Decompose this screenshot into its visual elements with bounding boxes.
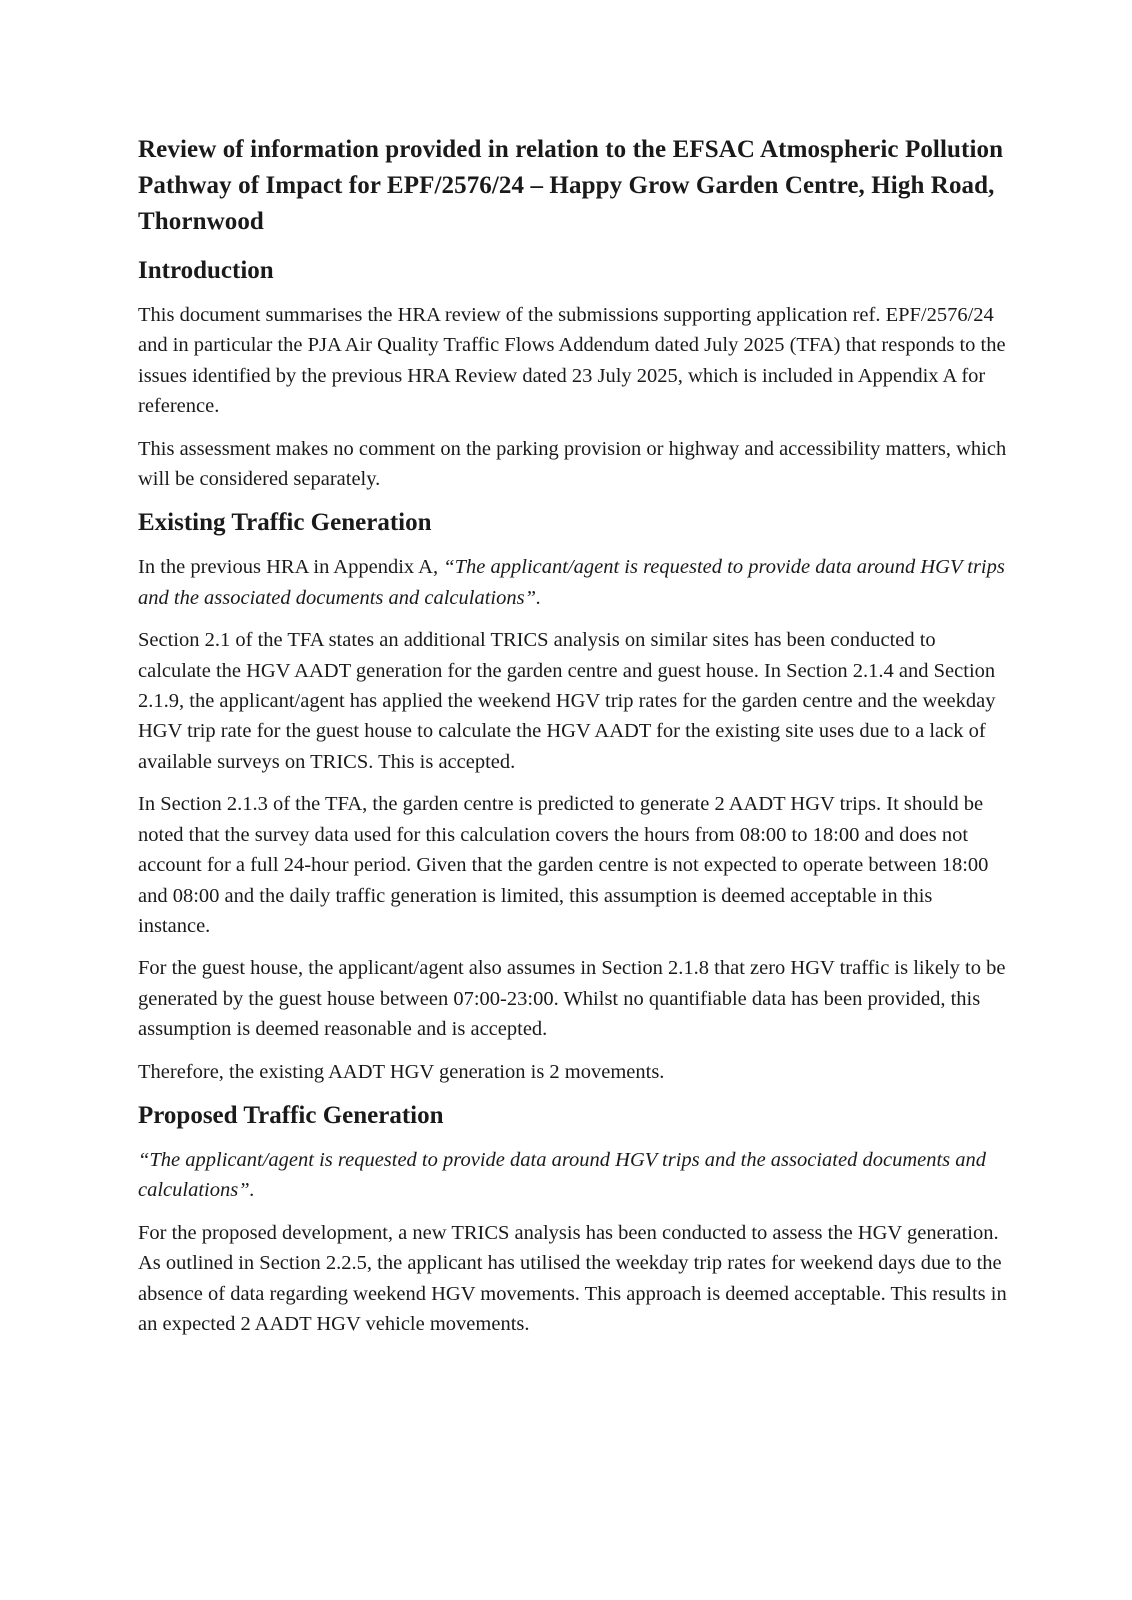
section-heading-proposed-traffic: Proposed Traffic Generation bbox=[138, 1101, 444, 1129]
existing-paragraph-1-lead: In the previous HRA in Appendix A, bbox=[138, 556, 444, 579]
existing-paragraph-2: Section 2.1 of the TFA states an additional TRICS analysis on similar sites has been conducted to calculate the HGV AADT generation for the garden centre and guest house. In Section 2.1.4 and Section 2.1.9, the applicant/agent has applied the weekend HGV trip rates for the garden centre and the weekday HGV trip rate for the guest house to calculate the HGV AADT for the existing site uses due to a lack of available surveys on TRICS. This is accepted. bbox=[138, 629, 996, 773]
existing-paragraph-4: For the guest house, the applicant/agent also assumes in Section 2.1.8 that zero HGV traffic is likely to be generated by the guest house between 07:00-23:00. Whilst no quantifiable data has been provided, this assumption is deemed reasonable and is accepted. bbox=[138, 957, 1006, 1041]
section-existing-traffic bbox=[138, 506, 1008, 1087]
section-introduction bbox=[138, 254, 1008, 494]
introduction-paragraph-1: This document summarises the HRA review of the submissions supporting application ref. EPF/2576/24 and in particular the PJA Air Quality Traffic Flows Addendum dated July 2025 (TFA) that responds to the issues identified by the previous HRA Review dated 23 July 2025, which is included in Appendix A for reference. bbox=[138, 304, 1006, 418]
document-page bbox=[138, 132, 1008, 1351]
existing-paragraph-5: Therefore, the existing AADT HGV generation is 2 movements. bbox=[138, 1060, 665, 1083]
existing-paragraph-3: In Section 2.1.3 of the TFA, the garden centre is predicted to generate 2 AADT HGV trips. It should be noted that the survey data used for this calculation covers the hours from 08:00 to 18:00 and does not account for a full 24-hour period. Given that the garden centre is not expected to operate between 18:00 and 08:00 and the daily traffic generation is limited, this assumption is deemed acceptable in this instance. bbox=[138, 793, 989, 937]
section-heading-introduction: Introduction bbox=[138, 257, 274, 284]
introduction-paragraph-2: This assessment makes no comment on the parking provision or highway and accessibility matters, which will be considered separately. bbox=[138, 437, 1007, 491]
section-proposed-traffic bbox=[138, 1099, 1008, 1339]
document-title: Review of information provided in relation to the EFSAC Atmospheric Pollution Pathway of Impact for EPF/2576/24 – Happy Grow Garden Centre, High Road, Thornwood bbox=[138, 136, 1004, 235]
proposed-paragraph-1-quote: “The applicant/agent is requested to provide data around HGV trips and the associated documents and calculations”. bbox=[138, 1148, 987, 1202]
existing-paragraph-1-quote: “The applicant/agent is requested to provide data around HGV trips and the associated documents and calculations”. bbox=[138, 556, 1005, 609]
section-heading-existing-traffic: Existing Traffic Generation bbox=[138, 509, 432, 537]
proposed-paragraph-2: For the proposed development, a new TRICS analysis has been conducted to assess the HGV generation. As outlined in Section 2.2.5, the applicant has utilised the weekday trip rates for weekend days due to the absence of data regarding weekend HGV movements. This approach is deemed acceptable. This results in an expected 2 AADT HGV vehicle movements. bbox=[138, 1221, 1007, 1335]
existing-paragraph-1 bbox=[138, 552, 1008, 613]
